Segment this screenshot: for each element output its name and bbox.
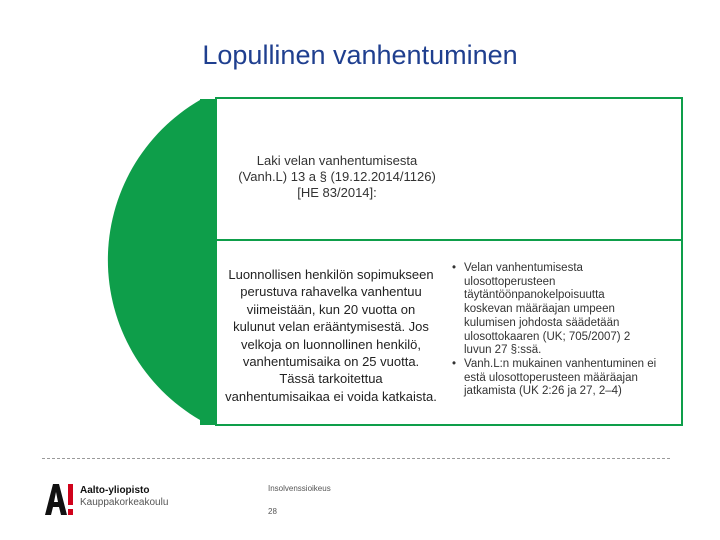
bullet-line: Velan vanhentumisesta [464,262,583,274]
left-line: viimeistään, kun 20 vuotta on [246,301,416,317]
bullet-list [450,262,690,399]
bullet-line: estä ulosottoperusteen määräajan [464,371,638,384]
footer-label: Insolvenssioikeus [268,484,331,493]
aalto-logo-icon [44,482,74,516]
footer-divider [42,458,670,459]
slide-title: Lopullinen vanhentuminen [202,40,518,70]
left-line: Tässä tarkoitettua [279,371,383,387]
left-line: velkoja on luonnollinen henkilö, [241,336,421,352]
intro-line: (Vanh.L) 13 a § (19.12.2014/1126) [238,169,436,184]
bullet-marker: • [452,357,457,370]
bullet-line: koskevan määräajan umpeen [464,303,615,316]
left-line: kulunut velan erääntymisestä. Jos [233,319,429,335]
logo-line2: Kauppakorkeakoulu [80,497,169,508]
page-number: 28 [268,507,277,516]
bullet-line: täytäntöönpanokelpoisuutta [464,289,605,302]
bullet-line: Vanh.L:n mukainen vanhentuminen ei [464,357,657,370]
bullet-marker: • [452,262,457,274]
left-paragraph [214,266,448,405]
left-line: vanhentumisaikaa ei voida katkaista. [225,388,437,404]
intro-line: Laki velan vanhentumisesta [256,153,418,168]
bullet-item [450,262,690,358]
bullet-line: jatkamista (UK 2:26 ja 27, 2–4) [464,385,622,398]
logo-text [80,485,168,509]
bullet-item [450,358,690,399]
intro-line: [HE 83/2014]: [297,185,377,200]
bullet-line: ulosottokaaren (UK; 705/2007) 2 [464,330,631,343]
left-line: perustuva rahavelka vanhentuu [240,284,422,300]
left-line: vanhentumisaika on 25 vuotta. [242,354,420,370]
bullet-line: kulumisen johdosta säädetään [464,316,620,329]
left-line: Luonnollisen henkilön sopimukseen [228,267,434,282]
bullet-line: ulosottoperusteen [464,275,556,288]
logo-line1: Aalto-yliopisto [80,485,150,496]
intro-text [222,153,452,201]
green-arc-shape [108,100,215,420]
bullet-line: luvun 27 §:ssä. [464,344,542,357]
